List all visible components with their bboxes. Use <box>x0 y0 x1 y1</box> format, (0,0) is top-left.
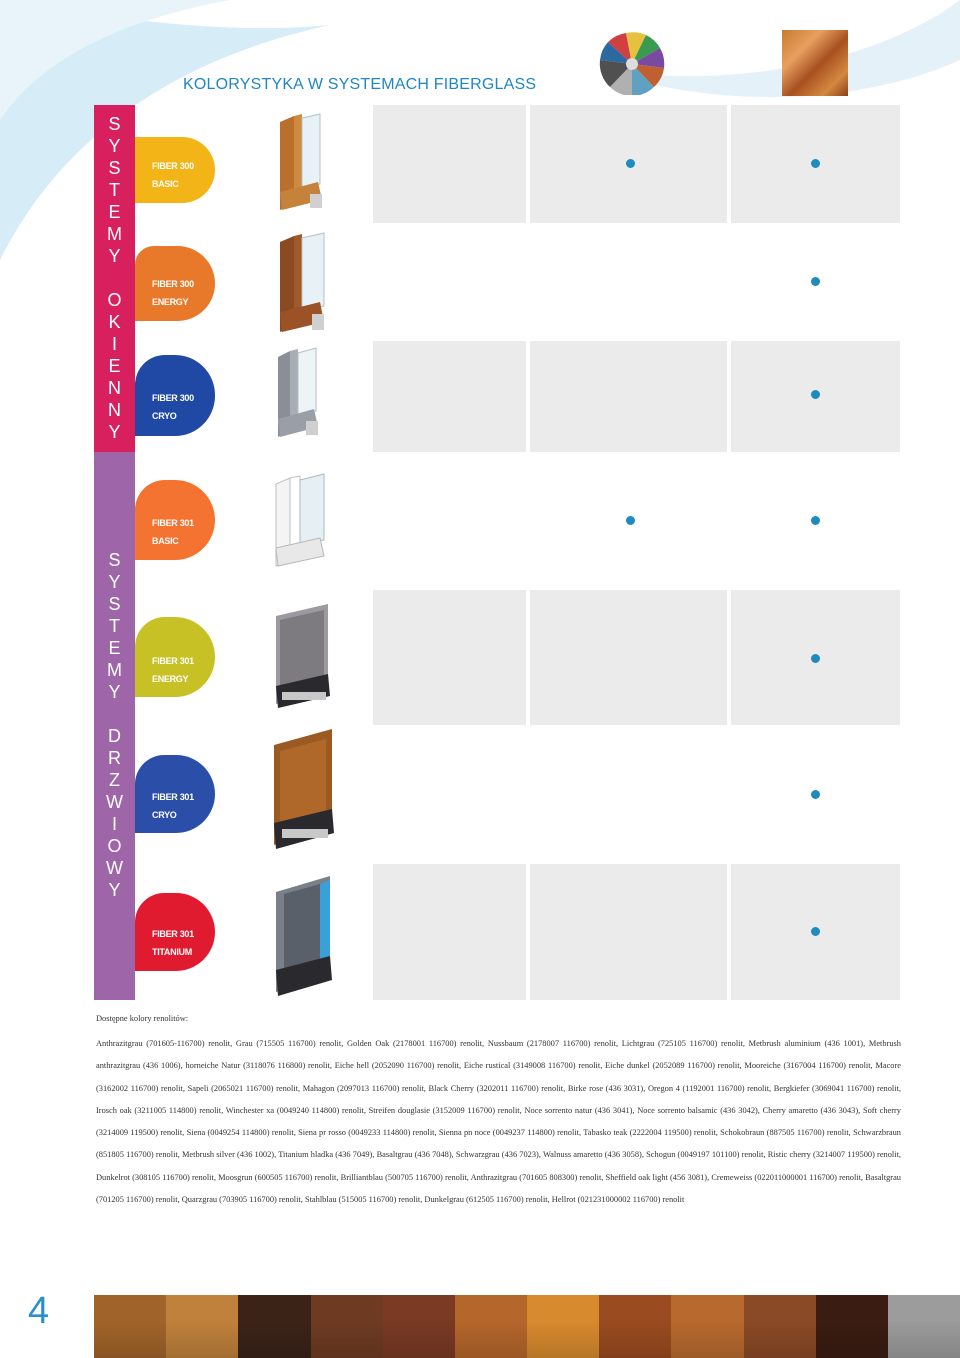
sidebar-letter: Y <box>108 572 121 592</box>
wood-samples-image <box>782 30 848 96</box>
doors-systems-label <box>94 452 135 1000</box>
sidebar-letter <box>94 703 135 725</box>
sidebar-letter: E <box>108 356 121 376</box>
sidebar-letter: S <box>108 158 121 178</box>
wood-swatch <box>599 1295 671 1358</box>
sidebar-letter: Y <box>108 880 121 900</box>
notes-text: Anthrazitgrau (701605-116700) renolit, Grau (715505 116700) renolit, Golden Oak (2178001 116700) renolit, Nussbaum (2178007 116700) renolit, Lichtgrau (725105 116700) renolit, Metbrush aluminium (436 1001), Metbrush anthrazitgrau (436 1006), horneiche Natur (3118076 116800) renolit, Eiche hell (2052090 116700) renolit, Eiche rustical (3149008 116700) renolit, Eiche dunkel (2052089 116700) renolit, Mooreiche (3167004 116700) renolit, Macore (3162002 116700) renolit, Sapeli (2065021 116700) renolit, Mahagon (2097013 116700) renolit, Black Cherry (3202011 116700) renolit, Birke rose (436 3031), Oregon 4 (1192001 116700) renolit, Bergkiefer (3069041 116700) renolit, Irosch oak (3211005 114800) renolit, Winchester xa (0049240 114800) renolit, Streifen douglasie (3152009 116700) renolit, Noce sorrento natur (436 3041), Noce sorrento balsamic (436 3042), Cherry amaretto (436 3043), Soft cherry (3214009 119500) renolit, Siena (0049254 114800) renolit, Siena pr rosso (0049233 114800) renolit, Sienna pn noce (0049237 114800) renolit, Tabasko teak (2222004 119500) renolit, Schokobraun (887505 116700) renolit, Schwarzbraun (851805 116700) renolit, Metbrush silver (436 1002), Titanium hladka (436 7049), Basaltgrau (436 7048), Schwarzgrau (436 7023), Walnuss amaretto (436 3058), Schogun (0049197 101100) renolit, Ristic cherry (3214007 119500) renolit, Dunkelrot (308105 116700) renolit, Moosgrun (600505 116700) renolit, Brilliantblau (500705 116700) renolit, Anthrazitgrau (701605 808300) renolit, Sheffield oak light (456 3081), Cremeweiss (022011000001 116700) renolit, Basaltgrau (701205 116700) renolit, Quarzgrau (703905 116700) renolit, Stahlblau (515005 116700) renolit, Dunkelgrau (612505 116700) renolit, Hellrot (021231000002 116700) renolit <box>96 1039 901 1205</box>
sidebar-letter: Y <box>108 136 121 156</box>
grid-cell <box>373 105 526 223</box>
system-line1: FIBER 301 <box>152 929 194 939</box>
wood-swatch <box>383 1295 455 1358</box>
sidebar-letter: O <box>107 836 122 856</box>
sidebar-letter: T <box>109 616 120 636</box>
system-line1: FIBER 301 <box>152 656 194 666</box>
renolit-colors-notes <box>96 1014 901 1211</box>
wood-swatch <box>744 1295 816 1358</box>
profile-image-fiber300-cryo <box>272 345 327 440</box>
system-line2: ENERGY <box>152 297 189 307</box>
page-number: 4 <box>28 1290 50 1332</box>
sidebar-letter: M <box>107 224 122 244</box>
system-line1: FIBER 300 <box>152 279 194 289</box>
sidebar-letter: R <box>108 748 121 768</box>
sidebar-letter: T <box>109 180 120 200</box>
sidebar-letter: Y <box>108 682 121 702</box>
availability-dot <box>811 927 820 936</box>
availability-dot <box>811 390 820 399</box>
sidebar-letter: S <box>108 114 121 134</box>
sidebar-letter: Z <box>109 770 120 790</box>
availability-dot <box>626 516 635 525</box>
wood-swatch <box>166 1295 238 1358</box>
wood-swatch <box>816 1295 888 1358</box>
sidebar-letter: S <box>108 594 121 614</box>
system-badge-fiber300-basic <box>135 137 215 203</box>
page-title: KOLORYSTYKA W SYSTEMACH FIBERGLASS <box>183 76 537 93</box>
wood-color-strip <box>94 1295 960 1358</box>
sidebar-letter: N <box>108 378 121 398</box>
availability-dot <box>626 159 635 168</box>
availability-dot <box>811 790 820 799</box>
profile-image-fiber301-titanium <box>270 872 336 1000</box>
sidebar-letter: Y <box>108 246 121 266</box>
system-badge-fiber300-cryo <box>135 355 215 436</box>
availability-dot <box>811 654 820 663</box>
wood-swatch <box>94 1295 166 1358</box>
sidebar-letter: S <box>108 550 121 570</box>
system-line1: FIBER 301 <box>152 518 194 528</box>
sidebar-letter: E <box>108 202 121 222</box>
wood-swatch <box>671 1295 743 1358</box>
system-line1: FIBER 300 <box>152 161 194 171</box>
system-badge-fiber301-energy <box>135 617 215 697</box>
system-line1: FIBER 300 <box>152 393 194 403</box>
sidebar-letter: I <box>111 334 117 354</box>
availability-dot <box>811 516 820 525</box>
system-line2: CRYO <box>152 810 177 820</box>
sidebar-letter: W <box>106 792 123 812</box>
sidebar-letter <box>94 267 135 289</box>
profile-image-fiber301-cryo <box>268 725 338 853</box>
system-line2: BASIC <box>152 179 179 189</box>
color-fan-image <box>596 30 668 95</box>
system-line2: CRYO <box>152 411 177 421</box>
profile-image-fiber301-energy <box>270 600 335 712</box>
wood-swatch <box>527 1295 599 1358</box>
system-badge-fiber300-energy <box>135 246 215 321</box>
sidebar-letter: D <box>108 726 121 746</box>
system-line1: FIBER 301 <box>152 792 194 802</box>
sidebar-letter: Y <box>108 422 121 442</box>
system-line2: BASIC <box>152 536 179 546</box>
system-badge-fiber301-cryo <box>135 755 215 833</box>
wood-swatch <box>238 1295 310 1358</box>
grid-cell <box>530 341 727 452</box>
wood-swatch <box>888 1295 960 1358</box>
grid-cell <box>373 590 526 725</box>
grid-cell <box>373 341 526 452</box>
sidebar-letter: E <box>108 638 121 658</box>
availability-dot <box>811 159 820 168</box>
system-badge-fiber301-titanium <box>135 893 215 971</box>
profile-image-fiber300-energy <box>272 230 332 335</box>
availability-dot <box>811 277 820 286</box>
windows-systems-label <box>94 105 135 452</box>
sidebar-letter: M <box>107 660 122 680</box>
system-badge-fiber301-basic <box>135 480 215 560</box>
sidebar-letter: I <box>111 814 117 834</box>
sidebar-letter: N <box>108 400 121 420</box>
profile-image-fiber301-basic <box>270 470 332 570</box>
wood-swatch <box>455 1295 527 1358</box>
wood-swatch <box>311 1295 383 1358</box>
grid-cell <box>530 590 727 725</box>
grid-cell <box>530 864 727 1000</box>
sidebar-letter: W <box>106 858 123 878</box>
system-line2: ENERGY <box>152 674 189 684</box>
profile-image-fiber300-basic <box>272 112 332 212</box>
grid-cell <box>373 864 526 1000</box>
system-line2: TITANIUM <box>152 947 192 957</box>
notes-heading: Dostępne kolory renolitów: <box>96 1014 189 1023</box>
sidebar-letter: K <box>108 312 121 332</box>
sidebar-letter: O <box>107 290 122 310</box>
